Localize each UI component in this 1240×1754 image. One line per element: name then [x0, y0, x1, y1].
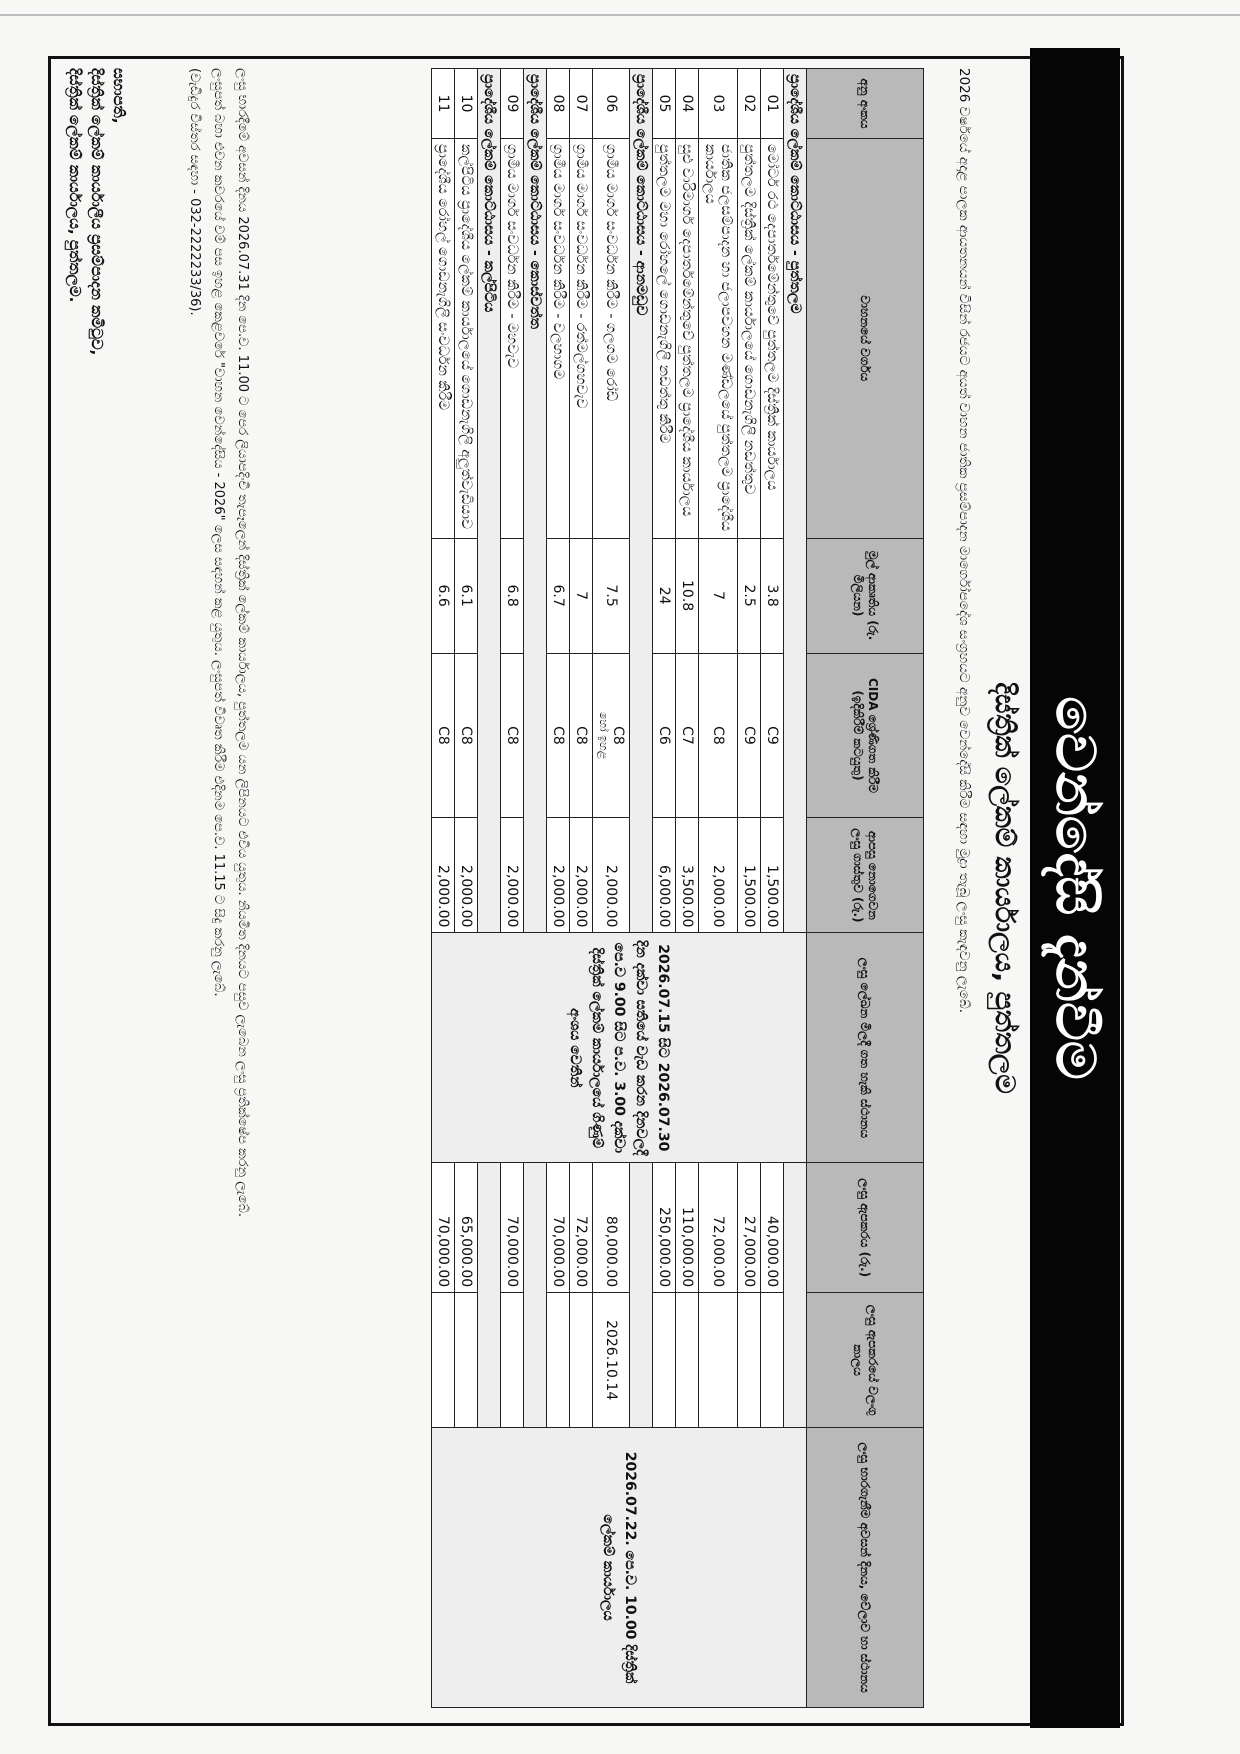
- fee-cell: 2,000.00: [501, 818, 524, 933]
- cida-grade: C8: [501, 653, 524, 818]
- estimate-cell: 6.7: [547, 538, 570, 653]
- fee-cell: 2,000.00: [547, 818, 570, 933]
- cida-grade: C8: [699, 653, 738, 818]
- scan-edge: [0, 14, 1240, 16]
- estimate-cell: 7: [570, 538, 593, 653]
- cida-grade: C8: [455, 653, 478, 818]
- security-cell: 70,000.00: [432, 1163, 455, 1293]
- validity-cell: [547, 1293, 570, 1428]
- item-description: ග්‍රාමීය මාර්ග සංවර්ධන කිරීම - රත්මල්ගහවැව: [570, 138, 593, 538]
- item-description: ජාතික ජලසම්පාදන හා ජලාපවහන මණ්ඩලයේ පුත්තලම ප්‍රාදේශීය කාර්යාලය: [699, 138, 738, 538]
- purchase-place-cell: 2026.07.15 සිට 2026.07.30 දින දක්වා සතියේ වැඩ කරන දිනවලදී පෙ.ව 9.00 සිට ප.ව. 3.00 දක්වා දිස්ත්‍රික් ලේකම් කාර්යාලයේ ගිණුම් අංශය වෙතින්: [432, 933, 807, 1163]
- office-title: දිස්ත්‍රික් ලේකම් කාර්යාලය, පුත්තලම: [989, 682, 1020, 1094]
- estimate-cell: 6.1: [455, 538, 478, 653]
- estimate-cell: 6.6: [432, 538, 455, 653]
- column-header: ලංසු ඇපකරයේ වලංගු කාලය: [807, 1293, 924, 1428]
- note-envelope: ලංසුපත් බහා එවන කවරයේ වම් පස ඉහළ කෙළවරේ "වාහන වෙන්දේසිය - 2026" ලෙස සඳහන් කළ යුතුය. ලංසුපත් විවෘත කිරීම එදිනම පෙ.ව. 11.15 ට සිදු කරනු ලැබේ.: [211, 68, 226, 997]
- item-description: පුත්තලම මහා රෝහලේ ගොඩනැගිලි නඩත්තු කිරීම: [653, 138, 676, 538]
- item-description: ප්‍රාදේශීය රෝහල් ගොඩනැගිලි සංවර්ධන කිරීම: [432, 138, 455, 538]
- security-cell: 110,000.00: [676, 1163, 699, 1293]
- section-spacer: [784, 1163, 807, 1428]
- section-title: ප්‍රාදේශීය ලේකම් කොට්ඨාසය - කල්පිටිය: [478, 69, 501, 933]
- signature-office: දිස්ත්‍රික් ලේකම් කාර්යාලය, පුත්තලම.: [66, 68, 84, 303]
- estimate-cell: 10.8: [676, 538, 699, 653]
- validity-cell: [676, 1293, 699, 1428]
- item-number: 08: [547, 69, 570, 139]
- security-cell: 70,000.00: [501, 1163, 524, 1293]
- validity-cell: [570, 1293, 593, 1428]
- validity-cell: [501, 1293, 524, 1428]
- security-cell: 65,000.00: [455, 1163, 478, 1293]
- column-header: ලංසු භාරගැනීම අවසන් දිනය, වේලාව හා ස්ථානය: [807, 1428, 924, 1708]
- table-header-row: [807, 69, 924, 1708]
- security-cell: 70,000.00: [547, 1163, 570, 1293]
- section-title: ප්‍රාදේශීය ලේකම් කොට්ඨාසය - පුත්තලම: [784, 69, 807, 933]
- security-cell: 72,000.00: [570, 1163, 593, 1293]
- fee-cell: 2,000.00: [432, 818, 455, 933]
- cida-grade: C9: [738, 653, 761, 818]
- fee-cell: 2,000.00: [570, 818, 593, 933]
- column-header: මුල් ආකෘතිය (රු. මිලියන): [807, 538, 924, 653]
- column-header: ආපසු නොගෙවන ලංසු ගාස්තුව (රු.): [807, 818, 924, 933]
- section-spacer: [630, 1163, 653, 1428]
- fee-cell: 1,500.00: [761, 818, 784, 933]
- item-description: ග්‍රාමීය මාර්ග සංවර්ධන කිරීම - වලහාගම: [547, 138, 570, 538]
- estimate-cell: 24: [653, 538, 676, 653]
- item-description: ග්‍රාමීය මාර්ග සංවර්ධන කිරීම - මහවැව: [501, 138, 524, 538]
- item-number: 05: [653, 69, 676, 139]
- item-number: 06: [593, 69, 630, 139]
- item-number: 09: [501, 69, 524, 139]
- note-submission: ලංසු භාරදීමේ අවසන් දිනය 2026.07.31 දින පෙ.ව. 11.00 ට පෙර ලියාපදිංචි තැපෑලෙන් දිස්ත්‍රික් ලේකම් කාර්යාලය, පුත්තලම යන ලිපිනයට එවිය යුතුය. නියමිත දිනයට පසුව ලැබෙන ලංසු ප්‍රතික්ෂේප කරනු ලැබේ.: [235, 68, 250, 1218]
- cida-grade: C8: [432, 653, 455, 818]
- section-row: [784, 69, 807, 1708]
- column-header: වාහනයේ වර්ගය: [807, 138, 924, 538]
- validity-cell: [432, 1293, 455, 1428]
- cida-grade: C6: [653, 653, 676, 818]
- item-number: 01: [761, 69, 784, 139]
- column-header: ලංසු ඇපකරය (රු.): [807, 1163, 924, 1293]
- section-spacer: [478, 1163, 501, 1428]
- security-cell: 40,000.00: [761, 1163, 784, 1293]
- validity-cell: [699, 1293, 738, 1428]
- item-number: 10: [455, 69, 478, 139]
- fee-cell: 2,000.00: [593, 818, 630, 933]
- validity-cell: [653, 1293, 676, 1428]
- tender-table: [431, 68, 924, 1708]
- cida-grade: C7: [676, 653, 699, 818]
- table-body: [432, 69, 807, 1708]
- item-number: 03: [699, 69, 738, 139]
- intro-paragraph: 2026 වර්ෂයේ අදාළ පාලක ආයතනයන් විසින් රජයට අයත් වාහන ජාතික ප්‍රසම්පාදන මාර්ගෝපදේශ සංග්‍රහයට අනුව වෙන්දේසි කිරීම සඳහා මුද්‍රා තැබූ ලංසු කැඳවනු ලැබේ.: [956, 68, 972, 1014]
- signature-title: සභාපති,: [110, 68, 128, 124]
- validity-cell: [455, 1293, 478, 1428]
- fee-cell: 6,000.00: [653, 818, 676, 933]
- cida-grade: C8: [570, 653, 593, 818]
- item-description: පුත්තලම දිස්ත්‍රික් ලේකම් කාර්යාලයේ ගොඩනැගිලි නඩත්තුව: [738, 138, 761, 538]
- fee-cell: 2,000.00: [699, 818, 738, 933]
- signature-block: [64, 68, 130, 355]
- item-description: මෝටර් රථ දෙපාර්තමේන්තුවේ පුත්තලම දිස්ත්‍රික් කාර්යාලය: [761, 138, 784, 538]
- column-header: ලංසු ලේඛන මිලදී ගත හැකි ස්ථානය: [807, 933, 924, 1163]
- section-title: ප්‍රාදේශීය ලේකම් කොට්ඨාසය - කොස්වත්ත: [524, 69, 547, 933]
- rotated-document: [45, 48, 1120, 1728]
- signature-committee: දිස්ත්‍රික් ලේකම් කාර්යාලීය ප්‍රසම්පාදන කමිටුව,: [88, 68, 106, 356]
- item-number: 07: [570, 69, 593, 139]
- cida-grade: C8: [547, 653, 570, 818]
- estimate-cell: 3.8: [761, 538, 784, 653]
- security-cell: 27,000.00: [738, 1163, 761, 1293]
- column-header: CIDA ශ්‍රේණිගත කිරීම (ඉදිකිරීම් කටයුතු): [807, 653, 924, 818]
- estimate-cell: 2.5: [738, 538, 761, 653]
- fee-cell: 3,500.00: [676, 818, 699, 933]
- validity-cell: 2026.10.14: [593, 1293, 630, 1428]
- column-header: අනු අංකය: [807, 69, 924, 139]
- item-number: 02: [738, 69, 761, 139]
- fee-cell: 1,500.00: [738, 818, 761, 933]
- cida-grade: C9: [761, 653, 784, 818]
- notes-block: [180, 68, 252, 1708]
- security-cell: 250,000.00: [653, 1163, 676, 1293]
- validity-cell: [738, 1293, 761, 1428]
- note-contact: (වැඩිදුර විස්තර සඳහා - 032-2222233/36).: [187, 68, 202, 316]
- cida-note: හෝ ඉහළ: [597, 711, 610, 760]
- fee-cell: 2,000.00: [455, 818, 478, 933]
- section-title: ප්‍රාදේශීය ලේකම් කොට්ඨාසය - ආනමඩුව: [630, 69, 653, 933]
- section-spacer: [524, 1163, 547, 1428]
- closing-cell: 2026.07.22. පෙ.ව. 10.00 දිස්ත්‍රික් ලේකම් කාර්යාලය: [432, 1428, 807, 1708]
- notice-banner: වෙන්දේසි දැන්වීම: [1030, 48, 1120, 1728]
- cida-grade: C8 හෝ ඉහළ: [593, 653, 630, 818]
- security-cell: 72,000.00: [699, 1163, 738, 1293]
- security-cell: 80,000.00: [593, 1163, 630, 1293]
- estimate-cell: 7.5: [593, 538, 630, 653]
- item-number: 11: [432, 69, 455, 139]
- item-description: කල්පිටිය ප්‍රාදේශීය ලේකම් කාර්යාලයේ ගොඩනැගිලි අලුත්වැඩියාව: [455, 138, 478, 538]
- item-description: සුළු වාරිමාර්ග දෙපාර්තමේන්තුවේ පුත්තලම ප්‍රාදේශීය කාර්යාලය: [676, 138, 699, 538]
- validity-cell: [761, 1293, 784, 1428]
- estimate-cell: 7: [699, 538, 738, 653]
- document-page: [45, 48, 1120, 1728]
- item-description: ග්‍රාමීය මාර්ග සංවර්ධන කිරීම - ගලගම රෝඩ්: [593, 138, 630, 538]
- estimate-cell: 6.8: [501, 538, 524, 653]
- item-number: 04: [676, 69, 699, 139]
